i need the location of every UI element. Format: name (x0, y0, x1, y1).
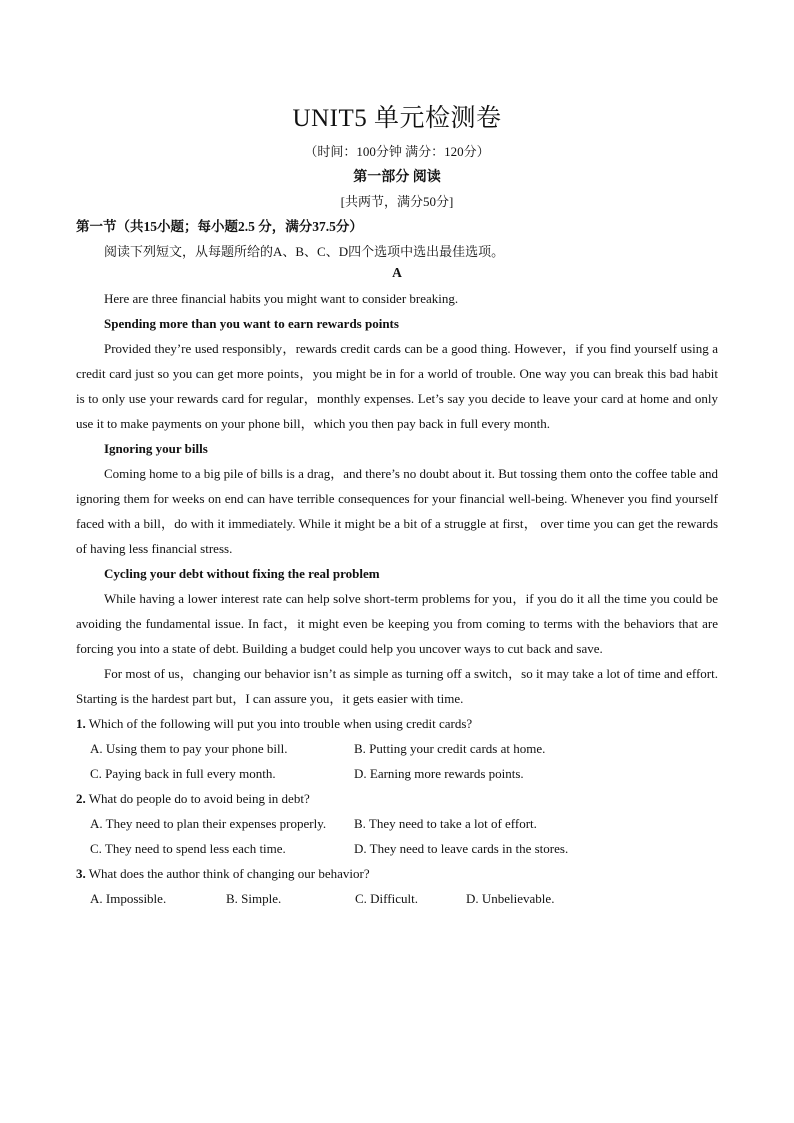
passage-paragraph-1: Provided they’re used responsibly，rewards credit cards can be a good thing. However，if you find yourself using a credit card just so you can get more points，you might be in for a world of trouble. One way you can break this bad habit is to only use your rewards card for regular，monthly expenses. Let’s say you decide to leave your card at home and only use it to make payments on your phone bill，which you then pay back in full every month. (76, 341, 718, 431)
question-number: 1. (76, 716, 86, 731)
question-2-options-row-2 (76, 836, 718, 861)
option-d[interactable]: D. Unbelievable. (466, 891, 555, 906)
passage-paragraph-4: For most of us，changing our behavior isn’t as simple as turning off a switch，so it may take a lot of time and effort. Starting is the hardest part but，I can assure you，it gets easier with time. (76, 666, 718, 706)
passage-intro: Here are three financial habits you might want to consider breaking. (104, 291, 459, 306)
option-c[interactable]: C. They need to spend less each time. (90, 841, 286, 856)
option-d[interactable]: D. Earning more rewards points. (354, 766, 524, 781)
question-1 (76, 711, 718, 736)
option-c[interactable]: C. Paying back in full every month. (90, 766, 276, 781)
exam-time-score: （时间：100分钟 满分：120分） (304, 144, 490, 159)
passage-heading-3: Cycling your debt without fixing the real problem (104, 566, 380, 581)
option-d[interactable]: D. They need to leave cards in the stores. (354, 841, 569, 856)
question-number: 3. (76, 866, 86, 881)
question-text: What do people do to avoid being in debt? (88, 791, 310, 806)
passage-label: A (392, 265, 402, 280)
question-1-options-row-2 (76, 761, 718, 786)
question-2 (76, 786, 718, 811)
question-3 (76, 861, 718, 886)
question-1-options-row-1 (76, 736, 718, 761)
part-heading: 第一部分 阅读 (353, 170, 441, 185)
page-title: UNIT5 单元检测卷 (292, 105, 502, 132)
passage-paragraph-3: While having a lower interest rate can help solve short-term problems for you，if you do it all the time you could be avoiding the fundamental issue. In fact，it might even be keeping you from coming to terms with the behaviors that are forcing you into a state of debt. Building a budget could help you uncover ways to cut back and save. (76, 591, 718, 656)
passage-paragraph-2: Coming home to a big pile of bills is a drag，and there’s no doubt about it. But tossing them onto the coffee table and ignoring them for weeks on end can have terrible consequences for your financial well-being. Whenever you find yourself faced with a bill，do with it immediately. While it might be a bit of a struggle at first， over time you can get the rewards of having less financial stress. (76, 466, 718, 556)
option-b[interactable]: B. Putting your credit cards at home. (354, 741, 546, 756)
question-2-options-row-1 (76, 811, 718, 836)
question-text: Which of the following will put you into trouble when using credit cards? (88, 716, 473, 731)
passage-heading-1: Spending more than you want to earn rewards points (104, 316, 399, 331)
option-a[interactable]: A. They need to plan their expenses properly. (90, 816, 327, 831)
option-a[interactable]: A. Using them to pay your phone bill. (90, 741, 288, 756)
question-number: 2. (76, 791, 86, 806)
question-text: What does the author think of changing our behavior? (88, 866, 370, 881)
option-c[interactable]: C. Difficult. (355, 891, 418, 906)
question-3-options-row (76, 886, 718, 911)
section-heading: 第一节（共15小题；每小题2.5 分，满分37.5分） (76, 219, 363, 234)
option-b[interactable]: B. Simple. (226, 891, 282, 906)
option-a[interactable]: A. Impossible. (90, 891, 167, 906)
passage-heading-2: Ignoring your bills (104, 441, 208, 456)
instructions: 阅读下列短文，从每题所给的A、B、C、D四个选项中选出最佳选项。 (104, 244, 505, 259)
part-note: [共两节，满分50分] (340, 194, 454, 209)
option-b[interactable]: B. They need to take a lot of effort. (354, 816, 537, 831)
passage-body (76, 286, 718, 911)
